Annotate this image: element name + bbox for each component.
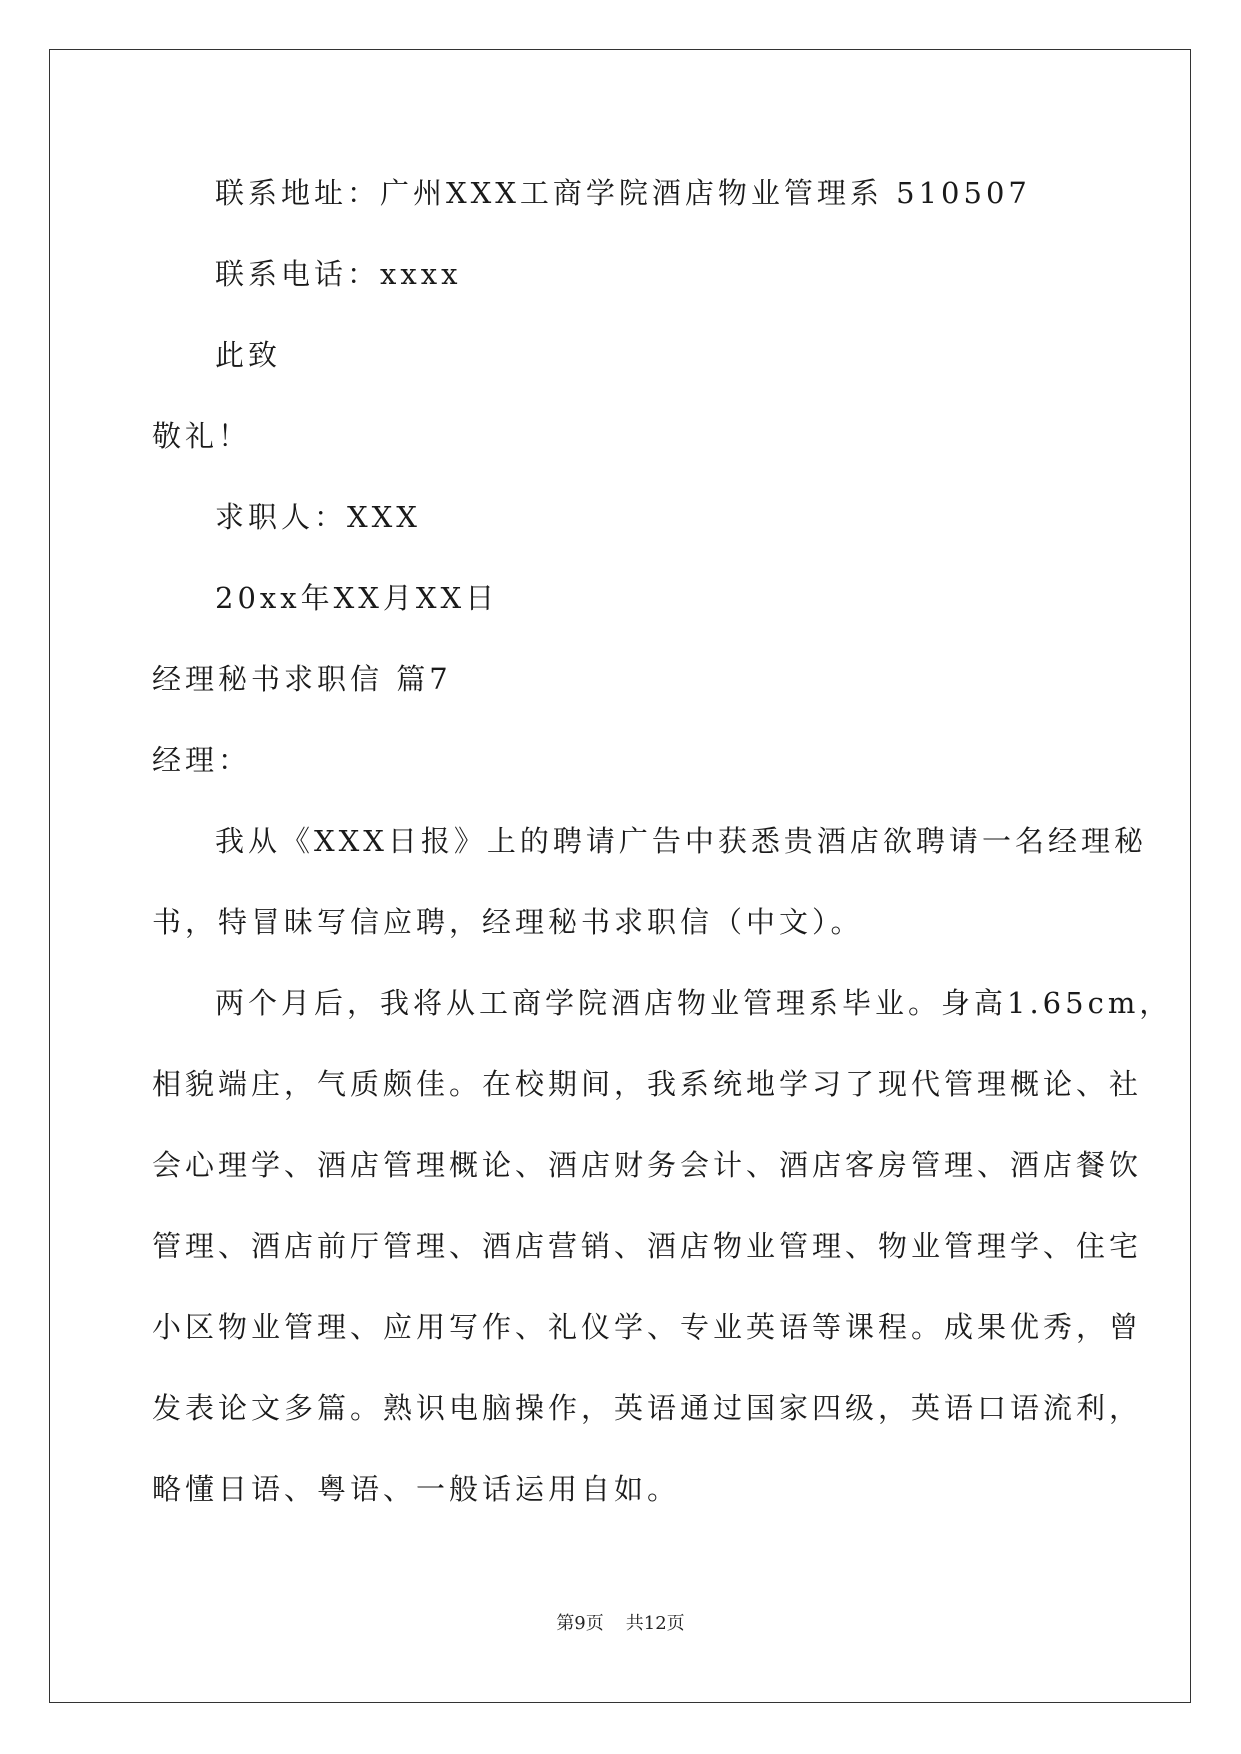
paragraph-line: 会心理学、酒店管理概论、酒店财务会计、酒店客房管理、酒店餐饮 <box>152 1148 1143 1182</box>
paragraph-line: 发表论文多篇。熟识电脑操作，英语通过国家四级，英语口语流利， <box>152 1391 1143 1425</box>
paragraph-line: 管理、酒店前厅管理、酒店营销、酒店物业管理、物业管理学、住宅 <box>152 1229 1143 1263</box>
closing-regards: 此致 <box>215 338 282 372</box>
paragraph-line: 书，特冒昧写信应聘，经理秘书求职信（中文）。 <box>152 905 864 939</box>
paragraph-line: 我从《XXX日报》上的聘请广告中获悉贵酒店欲聘请一名经理秘 <box>215 824 1147 858</box>
paragraph-line: 略懂日语、粤语、一般话运用自如。 <box>152 1472 681 1506</box>
page-frame <box>49 49 1191 1703</box>
contact-phone: 联系电话：xxxx <box>215 257 462 291</box>
paragraph-line: 两个月后，我将从工商学院酒店物业管理系毕业。身高1.65cm， <box>215 986 1173 1020</box>
salutation: 经理： <box>152 743 252 777</box>
page-number-total: 共12页 <box>625 1613 685 1634</box>
page-footer <box>0 1612 1241 1636</box>
paragraph-line: 相貌端庄，气质颇佳。在校期间，我系统地学习了现代管理概论、社 <box>152 1067 1143 1101</box>
page-number-current: 第9页 <box>556 1613 604 1634</box>
applicant-name: 求职人：XXX <box>215 500 421 534</box>
section-title: 经理秘书求职信 篇7 <box>152 662 452 696</box>
letter-date: 20xx年XX月XX日 <box>215 581 499 615</box>
contact-address: 联系地址：广州XXX工商学院酒店物业管理系 510507 <box>215 176 1031 210</box>
closing-salute: 敬礼！ <box>152 419 252 453</box>
paragraph-line: 小区物业管理、应用写作、礼仪学、专业英语等课程。成果优秀，曾 <box>152 1310 1143 1344</box>
